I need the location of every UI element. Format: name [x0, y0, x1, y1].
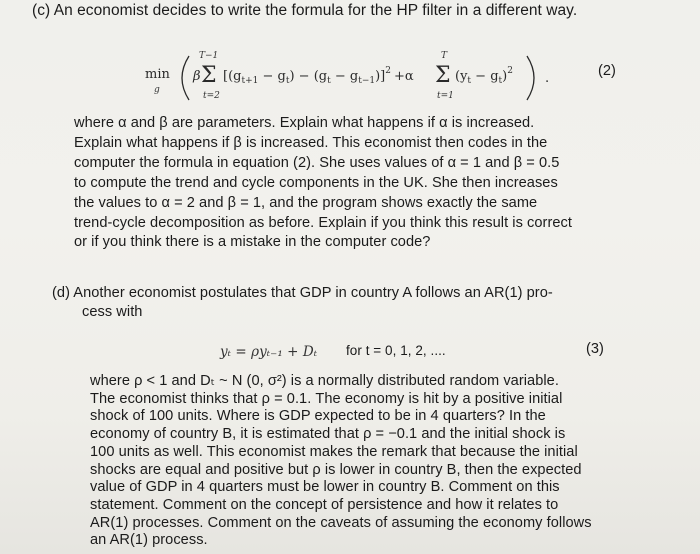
sum2-lower: t=1 [437, 91, 454, 101]
part-c-heading: (c) An economist decides to write the formula for the HP filter in a different way. [32, 2, 578, 19]
part-d-line-10: an AR(1) process. [90, 532, 208, 548]
part-d-line-3: shock of 100 units. Where is GDP expected to be in 4 quarters? In the [90, 408, 546, 424]
sum1-sigma: Σ [201, 63, 217, 88]
right-paren [527, 56, 534, 100]
part-d-line-4: economy of country B, it is estimated that ρ = −0.1 and the initial shock is [90, 426, 566, 442]
left-paren [182, 56, 189, 100]
equation-3-number: (3) [586, 341, 604, 357]
formula-body-2: $(y_t - g_t)^2$ [455, 66, 513, 86]
ar1-equation-condition: for t = 0, 1, 2, .... [346, 343, 446, 358]
part-d-heading-line-1: (d) Another economist postulates that GDP in country A follows an AR(1) pro- [52, 285, 553, 301]
formula-period: . [545, 71, 550, 86]
formula-body-1: $[(g_{t+1} - g_t) - (g_t - g_{t-1})]^2 +\alpha$ [223, 66, 414, 86]
part-d-heading-line-2: cess with [82, 304, 143, 320]
hp-filter-formula [145, 52, 565, 104]
part-c-line-5: the values to α = 2 and β = 1, and the program shows exactly the same [74, 195, 538, 211]
equation-2-number: (2) [598, 63, 616, 79]
part-d-line-7: value of GDP in 4 quarters must be lower in country B. Comment on this [90, 479, 560, 495]
formula-beta: β [193, 69, 201, 84]
sum1-lower: t=2 [203, 91, 220, 101]
sum2-upper: T [441, 51, 448, 61]
part-c-line-3: computer the formula in equation (2). She uses values of α = 1 and β = 0.5 [74, 155, 560, 171]
formula-svg [145, 52, 575, 108]
part-d-line-6: shocks are equal and positive but ρ is lower in country B, then the expected [90, 462, 582, 478]
part-c-line-6: trend-cycle decomposition as before. Explain if you think this result is correct [74, 215, 572, 231]
part-d-line-2: The economist thinks that ρ = 0.1. The economy is hit by a positive initial [90, 391, 563, 407]
part-c-line-4: to compute the trend and cycle components in the UK. She then increases [74, 175, 558, 191]
part-d-line-5: 100 units as well. This economist makes the remark that because the initial [90, 444, 578, 460]
part-d-line-1: where ρ < 1 and Dₜ ~ N (0, σ²) is a normally distributed random variable. [90, 373, 559, 389]
sum1-upper: T−1 [199, 51, 219, 61]
sum2-sigma: Σ [435, 63, 451, 88]
part-c-line-2: Explain what happens if β is increased. This economist then codes in the [74, 135, 548, 151]
part-c-line-7: or if you think there is a mistake in the computer code? [74, 234, 431, 250]
ar1-equation: yₜ = ρyₜ₋₁ + Dₜ [220, 344, 318, 360]
formula-min-sub: g [154, 85, 160, 95]
part-d-line-8: statement. Comment on the concept of persistence and how it relates to [90, 497, 559, 513]
formula-min: min [145, 67, 170, 82]
part-d-line-9: AR(1) processes. Comment on the caveats of assuming the economy follows [90, 515, 592, 531]
part-c-line-1: where α and β are parameters. Explain what happens if α is increased. [74, 115, 535, 131]
